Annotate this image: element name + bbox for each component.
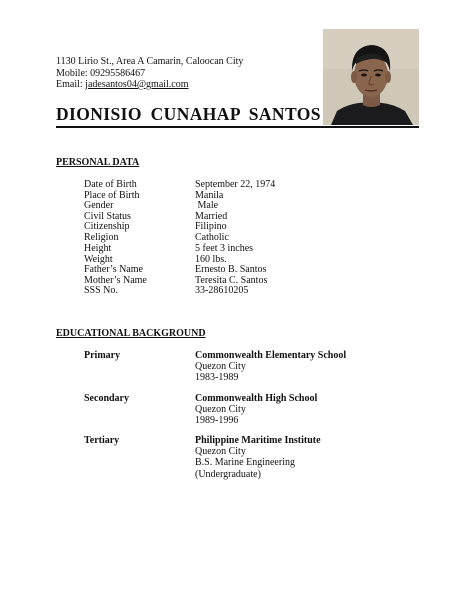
address: 1130 Lirio St., Area A Camarin, Caloocan City (56, 56, 244, 67)
personal-value: Male (195, 200, 219, 211)
personal-label: Citizenship (84, 221, 130, 232)
school-detail: (Undergraduate) (195, 468, 261, 480)
email-line (56, 79, 243, 91)
school-name: Commonwealth High School (195, 393, 318, 404)
personal-value: 33-28610205 (195, 285, 249, 296)
personal-label: Date of Birth (84, 179, 137, 190)
profile-photo (323, 29, 419, 125)
personal-row (84, 264, 384, 275)
school-detail: 1989-1996 (195, 415, 239, 427)
personal-label: Religion (84, 232, 119, 243)
school-detail: Quezon City (195, 404, 246, 416)
school-detail: Quezon City (195, 361, 246, 373)
personal-row (84, 285, 384, 296)
personal-label: Height (84, 243, 112, 254)
education-entry (195, 393, 317, 427)
education-heading: EDUCATIONAL BACKGROUND (56, 328, 206, 339)
education-level: Primary (84, 350, 121, 361)
personal-value: 5 feet 3 inches (195, 243, 254, 254)
school-name: Philippine Maritime Institute (195, 435, 321, 446)
personal-row (84, 232, 384, 243)
header-divider (56, 126, 419, 128)
school-detail: B.S. Marine Engineering (195, 457, 295, 469)
personal-data-heading: PERSONAL DATA (56, 157, 140, 168)
education-entry (195, 435, 321, 480)
personal-row (84, 243, 384, 254)
personal-row (84, 200, 384, 211)
personal-value: Ernesto B. Santos (195, 264, 267, 275)
personal-row (84, 179, 384, 190)
school-name: Commonwealth Elementary School (195, 350, 347, 361)
full-name: DIONISIO CUNAHAP SANTOS (56, 104, 321, 124)
personal-label: Mother’s Name (84, 275, 147, 286)
personal-value: Teresita C. Santos (195, 275, 268, 286)
personal-label: Weight (84, 254, 113, 265)
personal-value: Catholic (195, 232, 229, 243)
personal-value: Manila (195, 190, 224, 201)
personal-value: Married (195, 211, 228, 222)
personal-value: September 22, 1974 (195, 179, 276, 190)
email-link[interactable]: jadesantos04@gmail.com (85, 79, 189, 90)
personal-label: Gender (84, 200, 114, 211)
personal-label: Father’s Name (84, 264, 143, 275)
personal-value: Filipino (195, 221, 227, 232)
mobile: Mobile: 09295586467 (56, 67, 146, 79)
education-level: Secondary (84, 393, 129, 404)
contact-block (56, 56, 243, 91)
personal-value: 160 lbs. (195, 254, 227, 265)
personal-label: Place of Birth (84, 190, 140, 201)
personal-row (84, 221, 384, 232)
education-entry (195, 350, 346, 384)
personal-label: Civil Status (84, 211, 131, 222)
school-detail: 1983-1989 (195, 372, 239, 384)
portrait-image (323, 29, 419, 125)
email-label: Email: (56, 79, 86, 90)
school-detail: Quezon City (195, 446, 246, 458)
education-level: Tertiary (84, 435, 120, 446)
personal-label: SSS No. (84, 285, 118, 296)
